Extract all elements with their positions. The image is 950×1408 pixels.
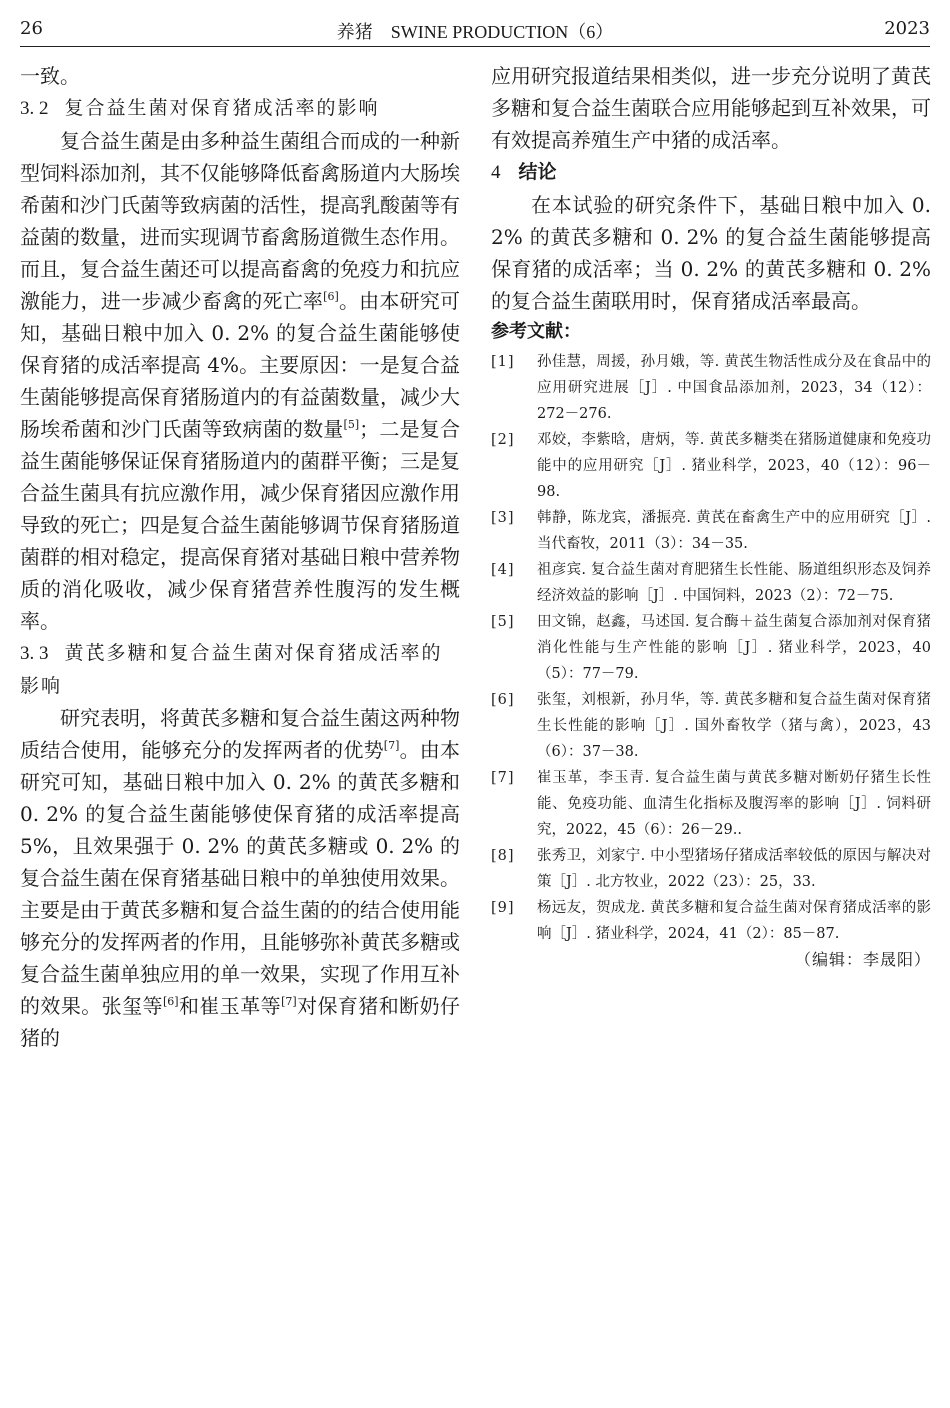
citation: [5]: [343, 418, 360, 431]
citation: [7]: [383, 739, 400, 752]
paragraph-text: 对保育猪和断奶仔猪的: [20, 994, 461, 1050]
editor-note: （编辑：李晟阳）: [794, 950, 931, 969]
citation: [7]: [281, 995, 297, 1008]
paragraph-text: 。由本研究可知，基础日粮中加入 0. 2% 的黄芪多糖和 0. 2% 的复合益生菌能够使保育猪的成活率提高 5%，且效果强于 0. 2% 的黄芪多糖或 0. 2% 的复合益生菌在保育猪基础日粮中的单独使用效果。主要是由于黄芪多糖和复合益生菌的的结合使用能够充分的发挥两者的作用，且能够弥补黄芪多糖或复合益生菌单独应用的单一效果，实现了作用互补的效果。张玺等: [20, 738, 461, 1018]
reference-item: [491, 765, 931, 843]
references-heading: 参考文献：: [491, 321, 581, 342]
paragraph-text: 。由本研究可知，基础日粮中加入 0. 2% 的复合益生菌能够使保育猪的成活率提高 4%。主要原因：一是复合益生菌能够提高保育猪肠道内的有益菌数量，减少大肠埃希菌和沙门氏菌等致病菌的数量: [20, 289, 461, 441]
continued-text: 一致。: [20, 64, 80, 88]
paragraph-text: ；二是复合益生菌能够保证保育猪肠道内的菌群平衡；三是复合益生菌具有抗应激作用，减少保育猪因应激作用导致的死亡；四是复合益生菌能够调节保育猪肠道菌群的相对稳定，提高保育猪对基础日粮中营养物质的消化吸收，减少保育猪营养性腹泻的发生概率。: [20, 417, 461, 633]
reference-text: 孙佳慧，周援，孙月娥，等. 黄芪生物活性成分及在食品中的应用研究进展［J］. 中国食品添加剂，2023，34（12）：272－276.: [537, 354, 931, 422]
paragraph-text: 和崔玉革等: [178, 994, 282, 1018]
reference-item: [491, 505, 931, 557]
section-3-2-paragraph: [20, 125, 460, 637]
section-3-2-heading: [20, 92, 460, 125]
journal-title: 养猪 SWINE PRODUCTION（6）: [336, 22, 614, 42]
reference-text: 邓姣，李紫晗，唐炳，等. 黄芪多糖类在猪肠道健康和免疫功能中的应用研究［J］. 猪业科学，2023，40（12）：96－98.: [537, 432, 931, 500]
reference-text: 张秀卫，刘家宁. 中小型猪场仔猪成活率较低的原因与解决对策［J］. 北方牧业，2022（23）：25，33.: [537, 848, 931, 890]
reference-number: [5]: [491, 614, 515, 630]
citation: [6]: [162, 995, 179, 1008]
section-title: 黄芪多糖和复合益生菌对保育猪成活率的影响: [20, 642, 443, 697]
citation: [6]: [323, 290, 339, 303]
reference-number: [1]: [491, 354, 515, 370]
reference-number: [7]: [491, 770, 515, 786]
paragraph-text: 复合益生菌是由多种益生菌组合而成的一种新型饲料添加剂，其不仅能够降低畜禽肠道内大肠埃希菌和沙门氏菌等致病菌的活性，提高乳酸菌等有益菌的数量，进而实现调节畜禽肠道微生态作用。而且，复合益生菌还可以提高畜禽的免疫力和抗应激能力，进一步减少畜禽的死亡率: [20, 129, 460, 313]
section-title: 复合益生菌对保育猪成活率的影响: [64, 97, 380, 119]
section-3-3-paragraph: [20, 702, 460, 1054]
section-number: 3. 3: [20, 643, 49, 664]
right-column: [491, 60, 931, 973]
reference-number: [8]: [491, 848, 515, 864]
section-title: 结论: [518, 161, 557, 183]
reference-item: [491, 349, 931, 427]
reference-text: 韩静，陈龙宾，潘振亮. 黄芪在畜禽生产中的应用研究［J］. 当代畜牧，2011（3）：34－35.: [537, 510, 931, 552]
section-3-3-heading: [20, 637, 460, 702]
section-number: 3. 2: [20, 98, 49, 119]
reference-number: [2]: [491, 432, 515, 448]
section-4-heading: [491, 156, 931, 189]
reference-list: [491, 349, 931, 947]
reference-number: [3]: [491, 510, 515, 526]
page-number: 26: [20, 18, 43, 39]
reference-item: [491, 895, 931, 947]
section-number: 4: [491, 162, 501, 183]
reference-text: 张玺，刘根新，孙月华，等. 黄芪多糖和复合益生菌对保育猪生长性能的影响［J］. 国外畜牧学（猪与禽），2023，43（6）：37－38.: [537, 692, 931, 760]
reference-item: [491, 687, 931, 765]
reference-item: [491, 557, 931, 609]
left-column: [20, 60, 460, 1054]
conclusion-paragraph: 在本试验的研究条件下，基础日粮中加入 0. 2% 的黄芪多糖和 0. 2% 的复合益生菌能够提高保育猪的成活率；当 0. 2% 的黄芪多糖和 0. 2% 的复合益生菌联用时，保育猪成活率最高。: [491, 193, 931, 313]
reference-text: 杨远友，贺成龙. 黄芪多糖和复合益生菌对保育猪成活率的影响［J］. 猪业科学，2024，41（2）：85－87.: [537, 900, 931, 942]
paragraph-text: 研究表明，将黄芪多糖和复合益生菌这两种物质结合使用，能够充分的发挥两者的优势: [20, 706, 460, 762]
reference-text: 田文锦，赵鑫，马述国. 复合酶＋益生菌复合添加剂对保育猪消化性能与生产性能的影响［J］. 猪业科学，2023，40（5）：77－79.: [537, 614, 931, 682]
continued-paragraph: 应用研究报道结果相类似，进一步充分说明了黄芪多糖和复合益生菌联合应用能够起到互补效果，可有效提高养殖生产中猪的成活率。: [491, 64, 931, 152]
page-header: [20, 16, 930, 47]
reference-item: [491, 609, 931, 687]
reference-number: [4]: [491, 562, 515, 578]
reference-number: [6]: [491, 692, 515, 708]
publication-year: 2023: [884, 18, 930, 39]
reference-text: 崔玉革，李玉青. 复合益生菌与黄芪多糖对断奶仔猪生长性能、免疫功能、血清生化指标及腹泻率的影响［J］. 饲料研究，2022，45（6）：26－29..: [537, 770, 931, 838]
reference-number: [9]: [491, 900, 515, 916]
reference-item: [491, 427, 931, 505]
reference-text: 祖彦宾. 复合益生菌对育肥猪生长性能、肠道组织形态及饲养经济效益的影响［J］. 中国饲料，2023（2）：72－75.: [537, 562, 931, 604]
reference-item: [491, 843, 931, 895]
